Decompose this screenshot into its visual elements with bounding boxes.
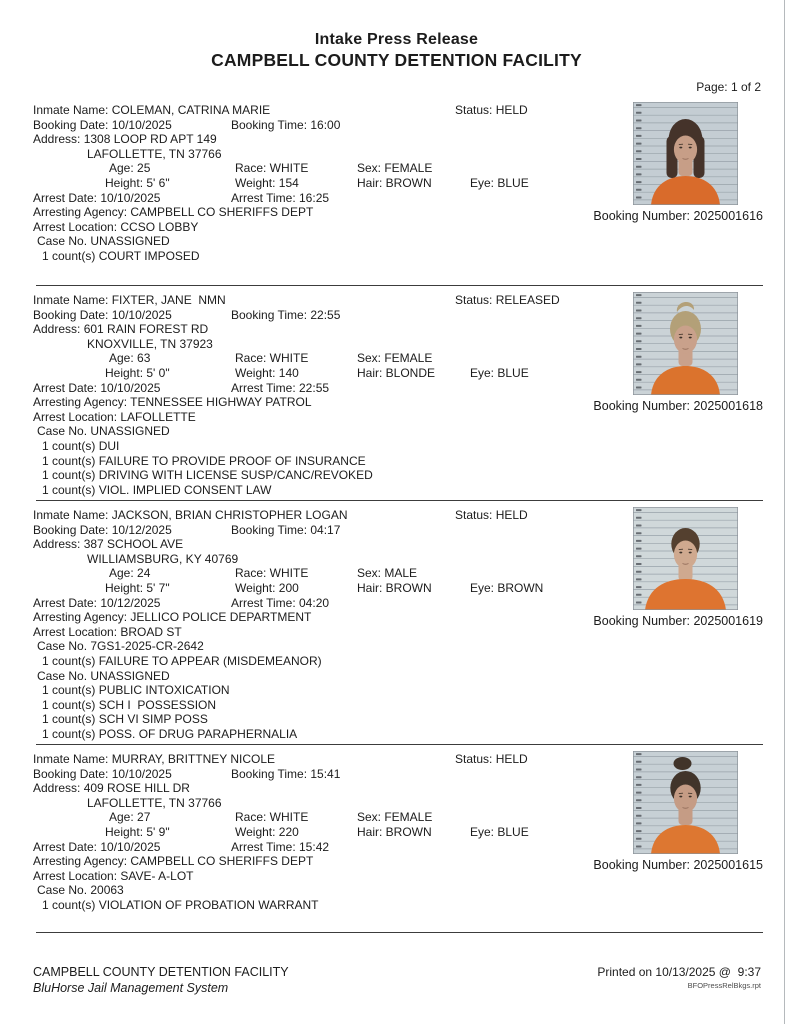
field-status: Status: HELD [455, 103, 528, 117]
footer-system-name: BluHorse Jail Management System [33, 981, 229, 995]
field-case-no: Case No. UNASSIGNED [37, 424, 170, 439]
field-case-no: Case No. 20063 [37, 883, 124, 898]
record-line [0, 883, 793, 898]
field-arrest-location: Arrest Location: CCSO LOBBY [33, 219, 199, 234]
record-line [0, 712, 793, 727]
field-address-line1: Address: 387 SCHOOL AVE [33, 537, 184, 552]
field-booking-time: Booking Time: 04:17 [231, 522, 341, 537]
field-sex: Sex: FEMALE [357, 810, 433, 825]
field-inmate-name: Inmate Name: JACKSON, BRIAN CHRISTOPHER LOGAN [33, 508, 348, 522]
record-line [0, 898, 793, 913]
record-line [0, 468, 793, 483]
field-height: Height: 5' 0" [105, 365, 170, 380]
field-status: Status: RELEASED [455, 293, 560, 307]
footer-divider [36, 932, 763, 933]
field-eye: Eye: BLUE [470, 365, 529, 380]
field-status: Status: HELD [455, 508, 528, 522]
field-charge: 1 count(s) SCH I POSSESSION [42, 697, 217, 712]
field-sex: Sex: FEMALE [357, 351, 433, 366]
booking-number: Booking Number: 2025001615 [593, 858, 763, 872]
field-arrest-date: Arrest Date: 10/12/2025 [33, 595, 161, 610]
field-charge: 1 count(s) DRIVING WITH LICENSE SUSP/CANC/REVOKED [42, 468, 373, 483]
field-booking-date: Booking Date: 10/10/2025 [33, 307, 172, 322]
field-case-no: Case No. UNASSIGNED [37, 668, 170, 683]
field-weight: Weight: 200 [235, 580, 299, 595]
field-charge: 1 count(s) DUI [42, 438, 120, 453]
field-booking-time: Booking Time: 15:41 [231, 766, 341, 781]
record-line [0, 683, 793, 698]
field-weight: Weight: 220 [235, 824, 299, 839]
record-line [0, 249, 793, 264]
mugshot-photo [633, 292, 738, 395]
document-title: Intake Press Release [314, 31, 479, 48]
booking-number: Booking Number: 2025001618 [593, 399, 763, 413]
record-line [0, 234, 793, 249]
field-charge: 1 count(s) SCH VI SIMP POSS [42, 712, 208, 727]
record-divider [36, 500, 763, 501]
booking-number: Booking Number: 2025001619 [593, 614, 763, 628]
field-eye: Eye: BLUE [470, 175, 529, 190]
field-age: Age: 27 [109, 810, 151, 825]
record-line [0, 483, 793, 498]
field-race: Race: WHITE [235, 351, 309, 366]
field-address-line1: Address: 1308 LOOP RD APT 149 [33, 132, 217, 147]
field-age: Age: 63 [109, 351, 151, 366]
field-race: Race: WHITE [235, 810, 309, 825]
field-age: Age: 24 [109, 566, 151, 581]
record-divider [36, 744, 763, 745]
field-arrest-time: Arrest Time: 15:42 [231, 839, 330, 854]
field-status: Status: HELD [455, 752, 528, 766]
footer-report-filename: BFOPressRelBkgs.rpt [687, 981, 761, 990]
field-arrest-location: Arrest Location: SAVE- A-LOT [33, 868, 194, 883]
field-arrest-time: Arrest Time: 16:25 [231, 190, 330, 205]
field-address-line2: WILLIAMSBURG, KY 40769 [87, 551, 239, 566]
field-case-no: Case No. 7GS1-2025-CR-2642 [37, 639, 204, 654]
field-height: Height: 5' 9" [105, 824, 170, 839]
field-hair: Hair: BROWN [357, 580, 432, 595]
field-charge: 1 count(s) VIOL. IMPLIED CONSENT LAW [42, 482, 272, 497]
field-inmate-name: Inmate Name: MURRAY, BRITTNEY NICOLE [33, 752, 276, 766]
field-weight: Weight: 140 [235, 365, 299, 380]
field-arrest-date: Arrest Date: 10/10/2025 [33, 839, 161, 854]
field-charge: 1 count(s) FAILURE TO PROVIDE PROOF OF INSURANCE [42, 453, 366, 468]
record-line [0, 654, 793, 669]
field-sex: Sex: MALE [357, 566, 418, 581]
field-address-line2: LAFOLLETTE, TN 37766 [87, 146, 222, 161]
field-booking-time: Booking Time: 22:55 [231, 307, 341, 322]
page-edge-line [784, 0, 786, 1024]
mugshot-photo [633, 507, 738, 610]
record-line [0, 669, 793, 684]
field-charge: 1 count(s) FAILURE TO APPEAR (MISDEMEANOR) [42, 653, 322, 668]
page-number-label: Page: 1 of 2 [696, 80, 761, 94]
field-arresting-agency: Arresting Agency: CAMPBELL CO SHERIFFS DEPT [33, 854, 314, 869]
record-line [0, 727, 793, 742]
field-arrest-location: Arrest Location: BROAD ST [33, 624, 182, 639]
field-charge: 1 count(s) VIOLATION OF PROBATION WARRANT [42, 897, 319, 912]
field-arrest-time: Arrest Time: 22:55 [231, 380, 330, 395]
field-arresting-agency: Arresting Agency: TENNESSEE HIGHWAY PATROL [33, 395, 312, 410]
field-charge: 1 count(s) COURT IMPOSED [42, 248, 200, 263]
inmate-record [0, 285, 793, 500]
field-booking-date: Booking Date: 10/10/2025 [33, 117, 172, 132]
footer-printed-timestamp: Printed on 10/13/2025 @ 9:37 [597, 965, 761, 979]
field-booking-time: Booking Time: 16:00 [231, 117, 341, 132]
record-line [0, 454, 793, 469]
field-eye: Eye: BROWN [470, 580, 544, 595]
field-arrest-time: Arrest Time: 04:20 [231, 595, 330, 610]
record-line [0, 639, 793, 654]
inmate-record [0, 500, 793, 744]
inmate-record [0, 744, 793, 932]
field-address-line1: Address: 601 RAIN FOREST RD [33, 322, 209, 337]
field-arrest-date: Arrest Date: 10/10/2025 [33, 380, 161, 395]
facility-title: CAMPBELL COUNTY DETENTION FACILITY [211, 50, 582, 70]
field-eye: Eye: BLUE [470, 824, 529, 839]
field-address-line2: LAFOLLETTE, TN 37766 [87, 795, 222, 810]
mugshot-photo [633, 751, 738, 854]
inmate-record [0, 95, 793, 285]
field-case-no: Case No. UNASSIGNED [37, 234, 170, 249]
field-hair: Hair: BROWN [357, 175, 432, 190]
record-line [0, 698, 793, 713]
field-age: Age: 25 [109, 161, 151, 176]
field-arresting-agency: Arresting Agency: CAMPBELL CO SHERIFFS DEPT [33, 205, 314, 220]
field-height: Height: 5' 7" [105, 580, 170, 595]
field-arrest-location: Arrest Location: LAFOLLETTE [33, 409, 196, 424]
field-race: Race: WHITE [235, 161, 309, 176]
field-booking-date: Booking Date: 10/12/2025 [33, 522, 172, 537]
record-line [0, 439, 793, 454]
footer-facility-name: CAMPBELL COUNTY DETENTION FACILITY [33, 965, 289, 979]
field-inmate-name: Inmate Name: COLEMAN, CATRINA MARIE [33, 103, 271, 117]
field-arresting-agency: Arresting Agency: JELLICO POLICE DEPARTMENT [33, 610, 312, 625]
field-sex: Sex: FEMALE [357, 161, 433, 176]
field-charge: 1 count(s) PUBLIC INTOXICATION [42, 683, 230, 698]
field-race: Race: WHITE [235, 566, 309, 581]
field-inmate-name: Inmate Name: FIXTER, JANE NMN [33, 293, 226, 307]
mugshot-photo [633, 102, 738, 205]
field-hair: Hair: BROWN [357, 824, 432, 839]
record-divider [36, 285, 763, 286]
field-address-line2: KNOXVILLE, TN 37923 [87, 336, 213, 351]
field-weight: Weight: 154 [235, 175, 299, 190]
field-booking-date: Booking Date: 10/10/2025 [33, 766, 172, 781]
booking-number: Booking Number: 2025001616 [593, 209, 763, 223]
field-charge: 1 count(s) POSS. OF DRUG PARAPHERNALIA [42, 726, 298, 741]
field-address-line1: Address: 409 ROSE HILL DR [33, 781, 190, 796]
field-arrest-date: Arrest Date: 10/10/2025 [33, 190, 161, 205]
field-height: Height: 5' 6" [105, 175, 170, 190]
field-hair: Hair: BLONDE [357, 365, 436, 380]
record-line [0, 424, 793, 439]
